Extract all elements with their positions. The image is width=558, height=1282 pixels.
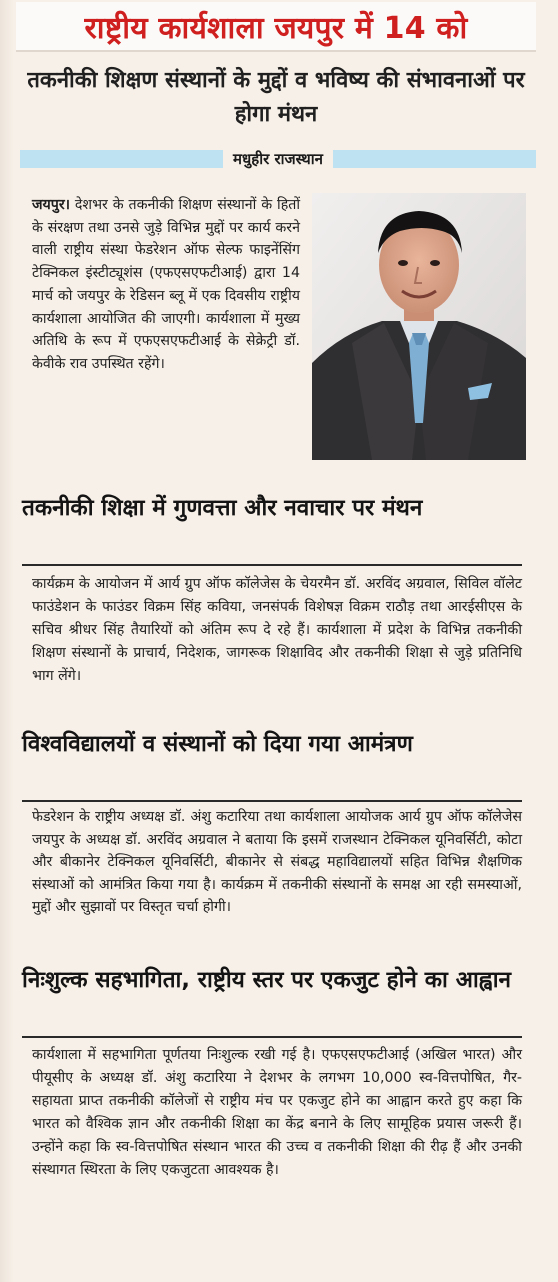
section-heading-free-participation: निःशुल्क सहभागिता, राष्ट्रीय स्तर पर एकजुट होने का आह्वान <box>22 967 512 993</box>
intro-text: देशभर के तकनीकी शिक्षण संस्थानों के हितों के संरक्षण तथा उनसे जुड़े विभिन्न मुद्दों पर कार्य करने वाली राष्ट्रीय संस्था फेडरेशन ऑफ सेल्फ फाइनेंसिंग टेक्निकल इंस्टीट्यूशंस (एफएसएफटीआई) द्वारा 14 मार्च को जयपुर के रेडिसन ब्लू में एक दिवसीय राष्ट्रीय कार्यशाला आयोजित की जाएगी। कार्यशाला में मुख्य अतिथि के रूप में एफएसएफटीआई के सेक्रेट्री डॉ. केवीके राव उपस्थित रहेंगे। <box>32 197 300 372</box>
dateline: जयपुर। <box>32 197 70 213</box>
section-heading-quality: तकनीकी शिक्षा में गुणवत्ता और नवाचार पर मंथन <box>22 495 423 521</box>
section-divider <box>22 800 522 802</box>
byline-text: मधुहीर राजस्थान <box>223 150 333 168</box>
section-body-invitation: फेडरेशन के राष्ट्रीय अध्यक्ष डॉ. अंशु कटारिया तथा कार्यशाला आयोजक आर्य ग्रुप ऑफ कॉलेजेस जयपुर के अध्यक्ष डॉ. अरविंद अग्रवाल ने बताया कि इसमें राजस्थान टेक्निकल यूनिवर्सिटी, कोटा और बीकानेर टेक्निकल यूनिवर्सिटी, बीकानेर से संबद्ध महाविद्यालयों सहित विभिन्न शैक्षणिक संस्थाओं को आमंत्रित किया गया है। कार्यक्रम में तकनीकी संस्थानों के समक्ष आ रही समस्याओं, मुद्दों और सुझावों पर विस्तृत चर्चा होगी। <box>32 809 522 915</box>
page-fold-shadow <box>0 0 14 1282</box>
headline: राष्ट्रीय कार्यशाला जयपुर में 14 को <box>16 2 536 52</box>
section-divider <box>22 1036 522 1038</box>
person-portrait-photo <box>312 193 526 460</box>
intro-paragraph <box>32 194 300 376</box>
person-portrait-icon <box>312 193 526 460</box>
section-body-free-participation: कार्यशाला में सहभागिता पूर्णतया निःशुल्क रखी गई है। एफएसएफटीआई (अखिल भारत) और पीयूसीए के अध्यक्ष डॉ. अंशु कटारिया ने देशभर के लगभग 10,000 स्व-वित्तपोषित, गैर-सहायता प्राप्त तकनीकी कॉलेजों से राष्ट्रीय मंच पर एकजुट होने का आह्वान करते हुए कहा कि भारत को वैश्विक ज्ञान और तकनीकी शिक्षा का केंद्र बनाने के लिए सामूहिक प्रयास जरूरी हैं। उन्होंने कहा कि स्व-वित्तपोषित संस्थान भारत की उच्च व तकनीकी शिक्षा की रीढ़ हैं और उनकी संस्थागत स्थिरता के लिए एकजुटता आवश्यक है। <box>32 1047 522 1178</box>
byline-strip <box>20 150 536 168</box>
section-heading-invitation: विश्वविद्यालयों व संस्थानों को दिया गया आमंत्रण <box>22 731 413 757</box>
byline <box>20 150 536 168</box>
section-body-quality: कार्यक्रम के आयोजन में आर्य ग्रुप ऑफ कॉलेजेस के चेयरमैन डॉ. अरविंद अग्रवाल, सिविल वॉलेट फाउंडेशन के फाउंडर विक्रम सिंह कविया, जनसंपर्क विशेषज्ञ विक्रम राठौड़ तथा आरईसीएस के सचिव श्रीधर सिंह तैयारियों को अंतिम रूप दे रहे हैं। कार्यशाला में प्रदेश के विभिन्न तकनीकी शिक्षण संस्थानों के प्राचार्य, निदेशक, जागरूक शिक्षाविद और तकनीकी शिक्षा से जुड़े प्रतिनिधि भाग लेंगे। <box>32 576 522 684</box>
section-divider <box>22 564 522 566</box>
subheadline: तकनीकी शिक्षण संस्थानों के मुद्दों व भविष्य की संभावनाओं पर होगा मंथन <box>27 68 525 127</box>
